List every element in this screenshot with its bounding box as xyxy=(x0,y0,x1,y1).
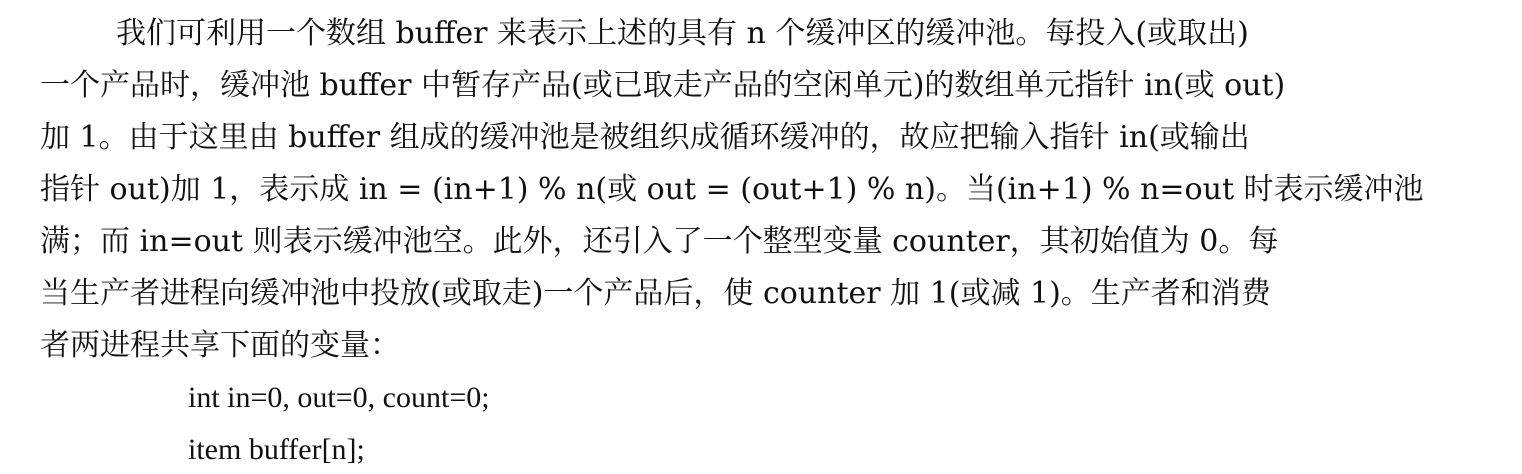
code-line-2: item buffer[n]; xyxy=(188,433,365,466)
paragraph-line-6: 当生产者进程向缓冲池中投放(或取走)一个产品后，使 counter 加 1(或减 1)。生产者和消费 xyxy=(40,276,1271,311)
paragraph-line-2: 一个产品时，缓冲池 buffer 中暂存产品(或已取走产品的空闲单元)的数组单元指针 in(或 out) xyxy=(40,68,1286,103)
paragraph-line-1: 我们可利用一个数组 buffer 来表示上述的具有 n 个缓冲区的缓冲池。每投入(或取出) xyxy=(116,16,1249,51)
code-line-1: int in=0, out=0, count=0; xyxy=(188,381,490,414)
paragraph-line-5: 满；而 in=out 则表示缓冲池空。此外，还引入了一个整型变量 counter，其初始值为 0。每 xyxy=(40,224,1279,259)
paragraph-line-7: 者两进程共享下面的变量： xyxy=(40,328,400,363)
paragraph-line-4: 指针 out)加 1，表示成 in = (in+1) % n(或 out = (out+1) % n)。当(in+1) % n=out 时表示缓冲池 xyxy=(40,172,1424,207)
paragraph-line-3: 加 1。由于这里由 buffer 组成的缓冲池是被组织成循环缓冲的，故应把输入指针 in(或输出 xyxy=(40,120,1250,155)
